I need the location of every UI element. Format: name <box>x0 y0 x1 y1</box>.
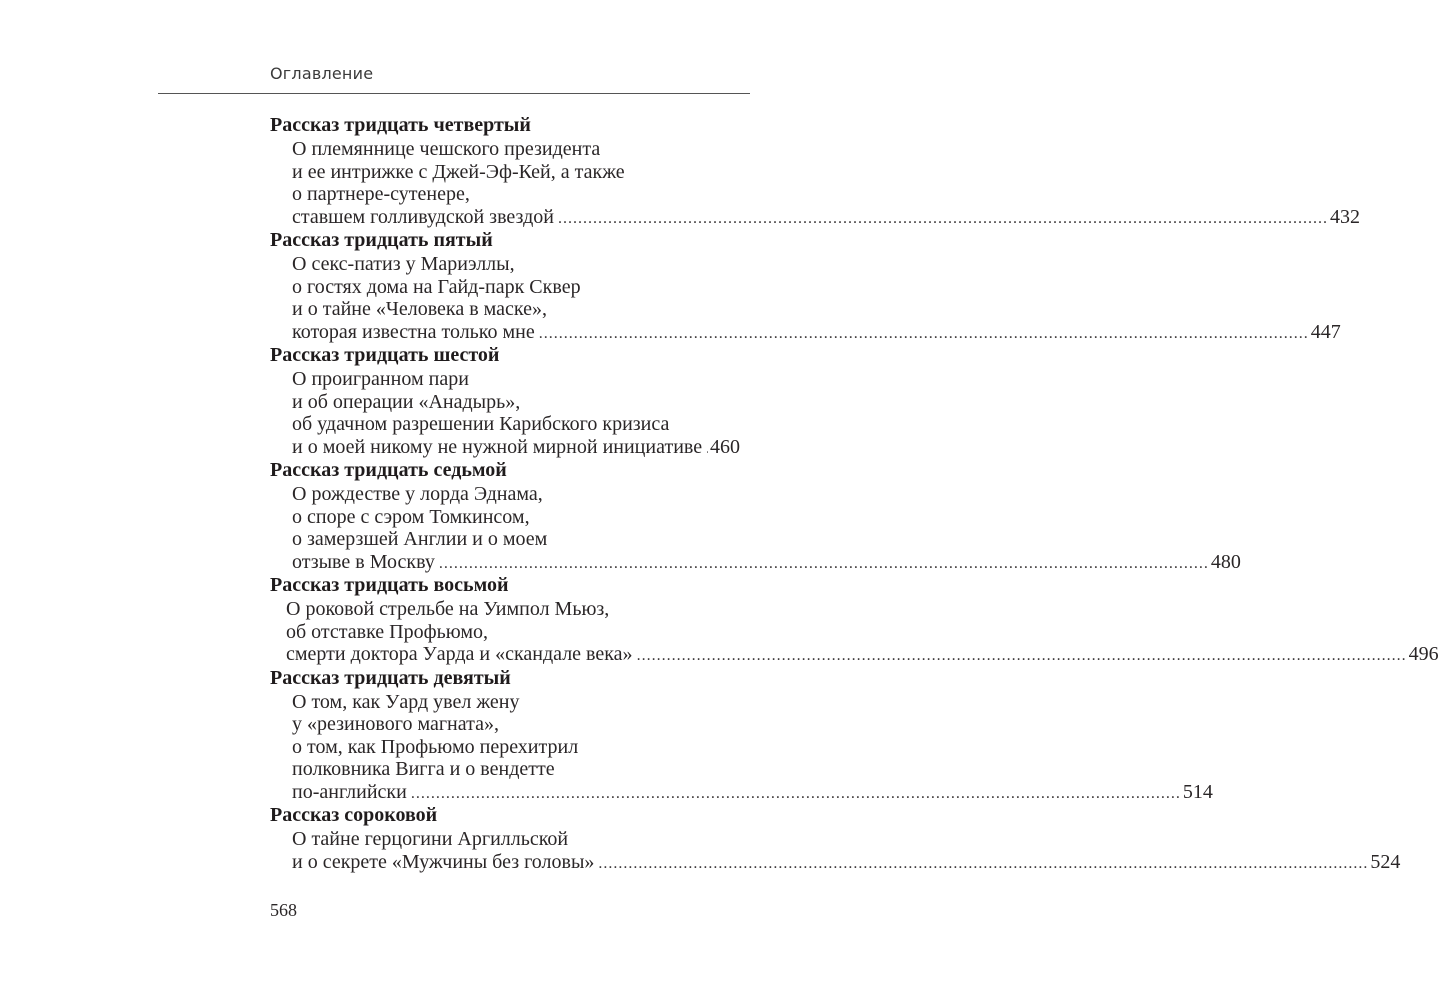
chapter-description-line: О секс-патиз у Мариэллы, <box>292 253 515 275</box>
chapter-description-line: по-английски <box>292 780 407 803</box>
chapter-title[interactable]: Рассказ тридцать девятый <box>270 666 511 689</box>
page-reference: 480 <box>1210 550 1241 573</box>
toc-leader-line[interactable] <box>270 320 1341 344</box>
toc-entry <box>270 666 1213 804</box>
chapter-description-line: и о моей никому не нужной мирной инициативе <box>292 435 703 458</box>
toc-leader-line[interactable] <box>270 550 1241 574</box>
chapter-title[interactable]: Рассказ тридцать четвертый <box>270 114 531 136</box>
chapter-description-line: о партнере-сутенере, <box>292 183 470 205</box>
toc-leader-line[interactable] <box>270 436 740 459</box>
chapter-description-line: О племяннице чешского президента <box>292 138 601 160</box>
toc-leader-line[interactable] <box>270 780 1213 804</box>
chapter-description-line: отзыве в Москву <box>292 550 435 573</box>
page-reference: 447 <box>1310 320 1341 343</box>
chapter-description-line: о споре с сэром Томкинсом, <box>292 505 530 528</box>
running-head: Оглавление <box>270 64 374 83</box>
chapter-title[interactable]: Рассказ тридцать пятый <box>270 229 493 251</box>
dot-leader: .......................................................................................................................................................... <box>438 554 1209 572</box>
chapter-description-line: О тайне герцогини Аргилльской <box>292 828 569 850</box>
chapter-description-line: и о секрете «Мужчины без головы» <box>292 850 595 873</box>
page-reference: 432 <box>1329 205 1360 228</box>
toc-entry <box>270 228 1341 343</box>
page-reference: 496 <box>1408 643 1439 665</box>
chapter-description-line: о том, как Профьюмо перехитрил <box>292 735 579 758</box>
toc-leader-line[interactable] <box>270 850 1401 874</box>
chapter-description-line: полковника Вигга и о вендетте <box>292 758 555 780</box>
chapter-description-line: которая известна только мне <box>292 320 535 343</box>
chapter-description-line: смерти доктора Уарда и «скандале века» <box>286 643 633 665</box>
chapter-title[interactable]: Рассказ сороковой <box>270 804 438 826</box>
chapter-title[interactable]: Рассказ тридцать восьмой <box>270 574 509 596</box>
chapter-description-line: О проигранном пари <box>292 368 469 390</box>
page-reference: 460 <box>710 435 740 458</box>
dot-leader: .......................................................................................................................................................... <box>410 784 1181 802</box>
chapter-title[interactable]: Рассказ тридцать седьмой <box>270 459 507 481</box>
chapter-description-line: О роковой стрельбе на Уимпол Мьюз, <box>286 598 610 620</box>
toc-leader-line[interactable] <box>270 643 1439 666</box>
toc-leader-line[interactable] <box>270 205 1360 229</box>
chapter-description-line: и об операции «Анадырь», <box>292 390 521 413</box>
toc-entry <box>270 458 1241 573</box>
dot-leader: .......................................................................................................................................................... <box>598 854 1369 872</box>
toc-entry <box>270 803 1401 873</box>
toc-entry <box>270 573 1439 666</box>
chapter-description-line: об удачном разрешении Карибского кризиса <box>292 413 670 435</box>
chapter-description-line: О рождестве у лорда Эднама, <box>292 483 543 505</box>
chapter-description-line: у «резинового магната», <box>292 713 499 735</box>
page-number: 568 <box>270 900 297 920</box>
chapter-title[interactable]: Рассказ тридцать шестой <box>270 344 500 366</box>
page-reference: 524 <box>1370 850 1401 873</box>
chapter-description-line: о гостях дома на Гайд-парк Сквер <box>292 275 581 298</box>
table-of-contents <box>270 113 1439 873</box>
chapter-description-line: об отставке Профьюмо, <box>286 620 489 643</box>
chapter-description-line: и ее интрижке с Джей-Эф-Кей, а также <box>292 160 625 183</box>
chapter-description-line: ставшем голливудской звездой <box>292 205 554 228</box>
dot-leader <box>706 438 708 461</box>
header-rule <box>158 93 750 94</box>
chapter-description-line: О том, как Уард увел жену <box>292 690 520 713</box>
toc-entry <box>270 343 740 458</box>
chapter-description-line: и о тайне «Человека в маске», <box>292 298 548 320</box>
page-reference: 514 <box>1182 780 1213 803</box>
chapter-description-line: о замерзшей Англии и о моем <box>292 528 548 550</box>
dot-leader: .......................................................................................................................................................... <box>538 324 1309 342</box>
toc-entry <box>270 113 1360 228</box>
dot-leader: .......................................................................................................................................................... <box>636 647 1407 664</box>
dot-leader: .......................................................................................................................................................... <box>557 209 1328 227</box>
